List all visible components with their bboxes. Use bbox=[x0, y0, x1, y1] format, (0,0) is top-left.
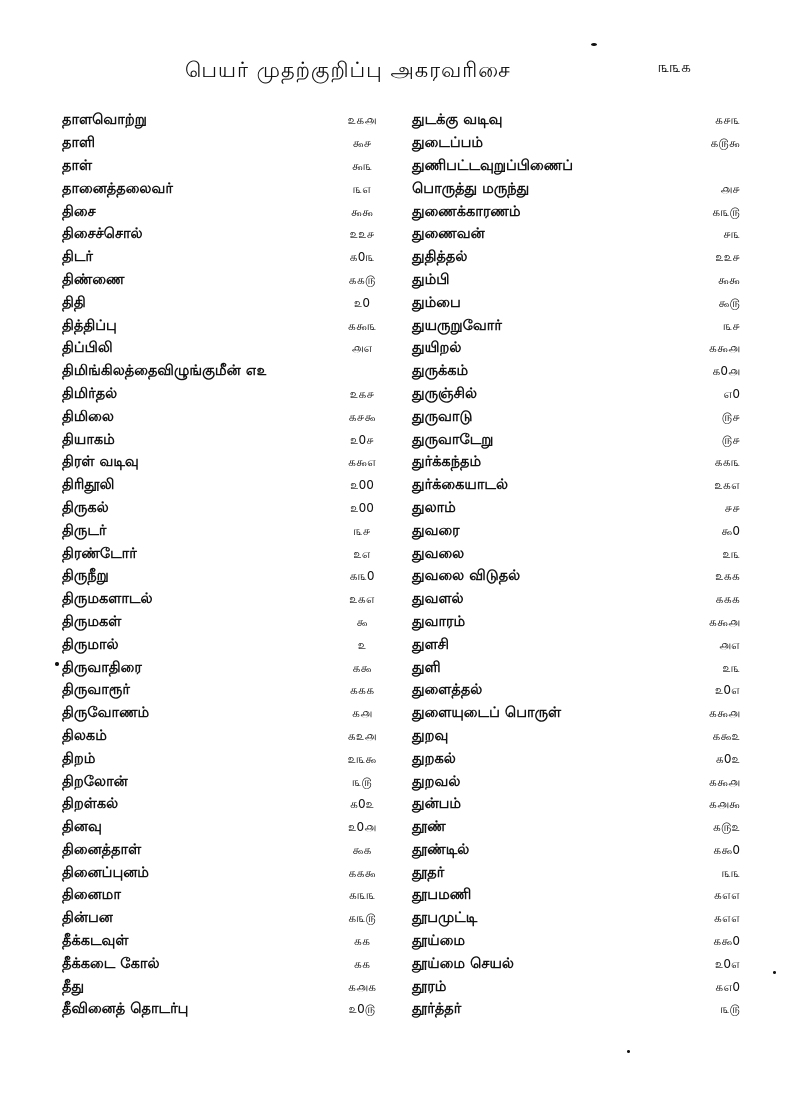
entry-term: திருகல் bbox=[62, 499, 109, 516]
index-entry bbox=[412, 452, 740, 475]
index-entry bbox=[62, 429, 397, 452]
entry-term: திசை bbox=[62, 203, 96, 220]
entry-term: தாள் bbox=[62, 157, 93, 174]
index-entry bbox=[62, 292, 397, 315]
entry-term: தாளி bbox=[62, 135, 96, 152]
entry-page-number: ௨0௫ bbox=[348, 1002, 376, 1017]
index-entry bbox=[62, 406, 397, 429]
index-entry bbox=[412, 748, 740, 771]
entry-term: தினைத்தாள் bbox=[62, 841, 142, 858]
entry-page-number: ௧௯௭ bbox=[347, 455, 377, 470]
entry-page-number: ௪௩ bbox=[723, 227, 740, 242]
index-entry bbox=[412, 885, 740, 908]
entry-term: துடைப்பம் bbox=[412, 135, 484, 152]
entry-term: திருவாரூர் bbox=[62, 682, 130, 699]
index-entry bbox=[412, 612, 740, 635]
entry-page-number: ௧௧ bbox=[353, 934, 371, 949]
entry-page-number: ௧௭0 bbox=[715, 979, 740, 994]
entry-term: தினவு bbox=[62, 819, 102, 836]
index-entry bbox=[62, 315, 397, 338]
entry-term: தீக்கடை கோல் bbox=[62, 955, 160, 972]
entry-page-number: ௧௫௨ bbox=[712, 820, 740, 835]
entry-term: திதி bbox=[62, 294, 86, 311]
entry-page-number: ௧௧௩ bbox=[714, 455, 740, 470]
index-entry bbox=[412, 475, 740, 498]
entry-page-number: ௧0௮ bbox=[712, 364, 740, 379]
index-entry bbox=[62, 543, 397, 566]
entry-term: தூர்த்தர் bbox=[412, 1001, 462, 1018]
entry-page-number: ௧௩௫ bbox=[348, 911, 376, 926]
index-entry bbox=[412, 224, 740, 247]
entry-term: தீவினைத் தொடர்பு bbox=[62, 1001, 189, 1018]
entry-page-number: ௧௩௩ bbox=[348, 888, 376, 903]
index-entry bbox=[62, 520, 397, 543]
index-entry bbox=[412, 657, 740, 680]
entry-page-number: ௫௪ bbox=[721, 432, 740, 447]
entry-term: தூண் bbox=[412, 819, 446, 836]
entry-term: துர்க்கையாடல் bbox=[412, 477, 509, 494]
index-entry bbox=[412, 999, 740, 1022]
index-entry bbox=[412, 270, 740, 293]
entry-term: துதித்தல் bbox=[412, 249, 468, 266]
entry-page-number: ௨௩ bbox=[722, 546, 740, 561]
index-entry bbox=[412, 771, 740, 794]
entry-term: துறவு bbox=[412, 727, 449, 744]
page-number: ௩௩௧ bbox=[658, 58, 692, 76]
index-entry bbox=[412, 862, 740, 885]
index-entry bbox=[62, 201, 397, 224]
index-entry bbox=[412, 292, 740, 315]
index-entry bbox=[62, 817, 397, 840]
entry-term: துவளல் bbox=[412, 591, 464, 608]
entry-page-number: ௧௮௧ bbox=[347, 979, 377, 994]
entry-page-number: ௨00 bbox=[350, 478, 374, 493]
index-entry bbox=[412, 953, 740, 976]
index-column-left bbox=[62, 110, 397, 1022]
entry-page-number: ௨௧௮ bbox=[347, 113, 377, 128]
index-entry bbox=[412, 178, 740, 201]
entry-page-number: ௧௭௭ bbox=[713, 888, 740, 903]
entry-term: தூண்டில் bbox=[412, 841, 470, 858]
entry-page-number: ௯ bbox=[356, 614, 368, 629]
index-entry bbox=[62, 156, 397, 179]
entry-page-number: ௨0 bbox=[353, 295, 371, 310]
entry-term: திரண்டோர் bbox=[62, 545, 137, 562]
index-entry bbox=[412, 384, 740, 407]
entry-term: தினைப்புனம் bbox=[62, 864, 149, 881]
entry-page-number: ௧௭௭ bbox=[713, 911, 740, 926]
entry-term: துலாம் bbox=[412, 499, 456, 516]
entry-page-number: ௧௯௮ bbox=[708, 706, 740, 721]
index-entry bbox=[62, 110, 397, 133]
entry-term: தூரம் bbox=[412, 978, 447, 995]
page-title: பெயர் முதற்குறிப்பு அகரவரிசை bbox=[185, 58, 511, 82]
entry-page-number: ௨௧௭ bbox=[349, 592, 375, 607]
entry-term: தியாகம் bbox=[62, 431, 115, 448]
entry-page-number: ௧௧௧ bbox=[715, 592, 740, 607]
index-entry bbox=[62, 748, 397, 771]
index-entry bbox=[62, 680, 397, 703]
entry-page-number: ௯௧ bbox=[352, 842, 372, 857]
index-entry bbox=[62, 247, 397, 270]
index-entry bbox=[412, 201, 740, 224]
index-entry bbox=[62, 771, 397, 794]
index-entry bbox=[412, 726, 740, 749]
entry-page-number: ௨0௪ bbox=[350, 432, 374, 447]
entry-page-number: ௧௧௧ bbox=[349, 683, 375, 698]
entry-term: துளி bbox=[412, 659, 441, 676]
index-column-right bbox=[412, 110, 740, 1022]
index-entry bbox=[412, 315, 740, 338]
entry-term: திமிர்தல் bbox=[62, 385, 118, 402]
entry-page-number: ௧௪௯ bbox=[348, 409, 376, 424]
index-entry bbox=[62, 999, 397, 1022]
entry-term: திருடர் bbox=[62, 522, 107, 539]
index-entry bbox=[412, 429, 740, 452]
entry-term: துருக்கம் bbox=[412, 363, 469, 380]
entry-term: துயிறல் bbox=[412, 340, 462, 357]
entry-page-number: ௨00 bbox=[350, 500, 374, 515]
entry-page-number: ௨௧௪ bbox=[349, 386, 375, 401]
entry-page-number: ௯௫ bbox=[718, 295, 740, 310]
entry-page-number: ௫௪ bbox=[721, 409, 740, 424]
entry-term: பொருத்து மருந்து bbox=[412, 180, 530, 197]
entry-term: துருவாடு bbox=[412, 408, 473, 425]
entry-page-number: ௧௩௫ bbox=[712, 204, 740, 219]
index-entry bbox=[62, 361, 397, 384]
index-entry bbox=[412, 156, 740, 179]
entry-page-number: ௧௧௫ bbox=[348, 272, 376, 287]
index-entry bbox=[62, 452, 397, 475]
entry-term: துடக்கு வடிவு bbox=[412, 112, 503, 129]
entry-page-number: ௨௭ bbox=[353, 546, 371, 561]
index-entry bbox=[412, 908, 740, 931]
index-entry bbox=[62, 634, 397, 657]
entry-term: திமிங்கிலத்தைவிழுங்குமீன் ௭௨ bbox=[62, 363, 267, 380]
entry-page-number: ௧௯௮ bbox=[708, 614, 740, 629]
entry-page-number: ௧0௩ bbox=[349, 250, 375, 265]
entry-term: துருஞ்சில் bbox=[412, 385, 477, 402]
entry-page-number: ௮௭ bbox=[351, 341, 373, 356]
index-entry bbox=[62, 338, 397, 361]
index-entry bbox=[62, 703, 397, 726]
index-entry bbox=[62, 384, 397, 407]
entry-page-number: ௨ bbox=[357, 637, 367, 652]
entry-page-number: ௧௪௩ bbox=[714, 113, 740, 128]
index-entry bbox=[62, 475, 397, 498]
ink-speck bbox=[773, 971, 776, 974]
entry-term: துளசி bbox=[412, 636, 450, 653]
entry-page-number: ௨௧௭ bbox=[714, 478, 740, 493]
entry-page-number: ௨0௭ bbox=[714, 683, 740, 698]
index-entry bbox=[62, 862, 397, 885]
ink-speck bbox=[627, 1050, 630, 1053]
entry-term: திருநீறு bbox=[62, 568, 109, 585]
index-entry bbox=[412, 817, 740, 840]
entry-page-number: ௧௨௮ bbox=[347, 728, 377, 743]
entry-page-number: ௧௯௮ bbox=[708, 774, 740, 789]
index-entry bbox=[62, 794, 397, 817]
entry-term: தும்பி bbox=[412, 271, 450, 288]
entry-page-number: ௮௪ bbox=[720, 181, 740, 196]
index-entry bbox=[412, 589, 740, 612]
ink-speck bbox=[591, 43, 597, 46]
entry-term: திருமகளாடல் bbox=[62, 591, 153, 608]
entry-page-number: ௧௮ bbox=[351, 706, 373, 721]
entry-page-number: ௧0௨ bbox=[349, 797, 375, 812]
entry-page-number: ௩௫ bbox=[720, 1002, 740, 1017]
entry-page-number: ௨0௮ bbox=[347, 820, 377, 835]
entry-page-number: ௧௫௯ bbox=[710, 136, 740, 151]
entry-term: திமிலை bbox=[62, 408, 114, 425]
index-entry bbox=[62, 224, 397, 247]
index-entry bbox=[62, 726, 397, 749]
index-entry bbox=[412, 566, 740, 589]
entry-term: திறள்கல் bbox=[62, 796, 119, 813]
entry-term: தினைமா bbox=[62, 887, 121, 904]
index-entry bbox=[62, 270, 397, 293]
entry-page-number: ௨௩ bbox=[722, 660, 740, 675]
index-entry bbox=[412, 361, 740, 384]
index-entry bbox=[62, 908, 397, 931]
index-entry bbox=[412, 976, 740, 999]
entry-page-number: ௯௩ bbox=[351, 158, 373, 173]
index-entry bbox=[62, 612, 397, 635]
entry-page-number: ௨௧௧ bbox=[715, 569, 740, 584]
entry-term: துவலை bbox=[412, 545, 465, 562]
index-entry bbox=[412, 498, 740, 521]
entry-page-number: ௨௨௪ bbox=[349, 227, 375, 242]
index-entry bbox=[62, 976, 397, 999]
entry-term: திருவோணம் bbox=[62, 705, 150, 722]
entry-term: தூபமுட்டி bbox=[412, 910, 478, 927]
entry-term: தாளவொற்று bbox=[62, 112, 147, 129]
entry-page-number: ௩௪ bbox=[353, 523, 371, 538]
entry-page-number: ௧௯ bbox=[352, 660, 372, 675]
bullet-mark bbox=[55, 662, 59, 666]
entry-term: தூபமணி bbox=[412, 887, 472, 904]
entry-page-number: ௧௯0 bbox=[713, 934, 740, 949]
entry-page-number: ௩௩ bbox=[721, 865, 740, 880]
entry-term: திரிதூலி bbox=[62, 477, 115, 494]
index-entry bbox=[62, 178, 397, 201]
index-entry bbox=[62, 840, 397, 863]
entry-term: துளைத்தல் bbox=[412, 682, 483, 699]
entry-term: தின்பன bbox=[62, 910, 113, 927]
entry-term: துறகல் bbox=[412, 750, 456, 767]
index-entry bbox=[62, 885, 397, 908]
index-entry bbox=[412, 840, 740, 863]
index-entry bbox=[62, 566, 397, 589]
entry-term: துன்பம் bbox=[412, 796, 462, 813]
entry-term: துருவாடேறு bbox=[412, 431, 494, 448]
entry-term: தூய்மை bbox=[412, 933, 466, 950]
entry-term: தீக்கடவுள் bbox=[62, 933, 129, 950]
entry-term: திருமகள் bbox=[62, 613, 122, 630]
entry-page-number: ௯0 bbox=[721, 523, 740, 538]
entry-page-number: ௨௨௪ bbox=[715, 250, 740, 265]
entry-term: தூதர் bbox=[412, 864, 445, 881]
entry-page-number: ௩௫ bbox=[352, 774, 372, 789]
entry-term: தூய்மை செயல் bbox=[412, 955, 514, 972]
entry-page-number: ௧௩0 bbox=[349, 569, 375, 584]
entry-term: துவலை விடுதல் bbox=[412, 568, 521, 585]
entry-page-number: ௧௮௯ bbox=[708, 797, 740, 812]
index-entry bbox=[62, 589, 397, 612]
index-entry bbox=[412, 634, 740, 657]
entry-page-number: ௯௯ bbox=[717, 272, 740, 287]
index-entry bbox=[412, 520, 740, 543]
entry-term: துணைவன் bbox=[412, 226, 485, 243]
entry-term: துறவல் bbox=[412, 773, 461, 790]
entry-page-number: ௯௪ bbox=[352, 136, 372, 151]
index-entry bbox=[412, 133, 740, 156]
entry-page-number: ௧௧௯ bbox=[348, 865, 376, 880]
entry-page-number: ௧௯0 bbox=[713, 842, 740, 857]
entry-term: திறம் bbox=[62, 750, 96, 767]
entry-page-number: ௯௯ bbox=[350, 204, 374, 219]
entry-page-number: ௧0௨ bbox=[715, 751, 740, 766]
entry-page-number: ௧௯௩ bbox=[347, 318, 377, 333]
entry-term: திறலோன் bbox=[62, 773, 128, 790]
entry-page-number: ௩௭ bbox=[352, 181, 372, 196]
entry-term: தானைத்தலைவர் bbox=[62, 180, 173, 197]
entry-page-number: ௨0௭ bbox=[714, 956, 740, 971]
index-entry bbox=[412, 931, 740, 954]
index-entry bbox=[412, 703, 740, 726]
index-entry bbox=[412, 543, 740, 566]
entry-term: திண்ணை bbox=[62, 271, 125, 288]
index-entry bbox=[62, 133, 397, 156]
entry-page-number: ௮௭ bbox=[719, 637, 740, 652]
index-entry bbox=[412, 110, 740, 133]
index-entry bbox=[412, 247, 740, 270]
entry-term: திலகம் bbox=[62, 727, 107, 744]
entry-page-number: ௩௪ bbox=[723, 318, 740, 333]
index-entry bbox=[62, 931, 397, 954]
entry-page-number: ௧௯௨ bbox=[712, 728, 740, 743]
entry-term: திருமால் bbox=[62, 636, 119, 653]
entry-page-number: ௭0 bbox=[723, 386, 740, 401]
entry-term: துவரை bbox=[412, 522, 460, 539]
entry-term: துணைக்காரணம் bbox=[412, 203, 521, 220]
entry-term: திரள் வடிவு bbox=[62, 454, 139, 471]
entry-term: துணிபட்டவுறுப்பிணைப் bbox=[412, 157, 573, 174]
index-entry bbox=[412, 406, 740, 429]
entry-term: துயருறுவோர் bbox=[412, 317, 502, 334]
index-entry bbox=[412, 680, 740, 703]
entry-term: திசைச்சொல் bbox=[62, 226, 143, 243]
entry-page-number: ௧௧ bbox=[353, 956, 371, 971]
entry-page-number: ௪௪ bbox=[724, 500, 740, 515]
index-entry bbox=[62, 498, 397, 521]
entry-term: தித்திப்பு bbox=[62, 317, 117, 334]
index-entry bbox=[412, 794, 740, 817]
index-entry bbox=[62, 657, 397, 680]
entry-page-number: ௧௯௮ bbox=[708, 341, 740, 356]
entry-term: துளையுடைப் பொருள் bbox=[412, 705, 562, 722]
index-entry bbox=[412, 338, 740, 361]
entry-term: துவாரம் bbox=[412, 613, 466, 630]
entry-term: திப்பிலி bbox=[62, 340, 113, 357]
entry-term: துர்க்கந்தம் bbox=[412, 454, 482, 471]
entry-page-number: ௨௩௯ bbox=[347, 751, 377, 766]
entry-term: தும்பை bbox=[412, 294, 461, 311]
entry-term: திடர் bbox=[62, 249, 93, 266]
entry-term: திருவாதிரை bbox=[62, 659, 142, 676]
entry-term: தீது bbox=[62, 978, 85, 995]
index-entry bbox=[62, 953, 397, 976]
